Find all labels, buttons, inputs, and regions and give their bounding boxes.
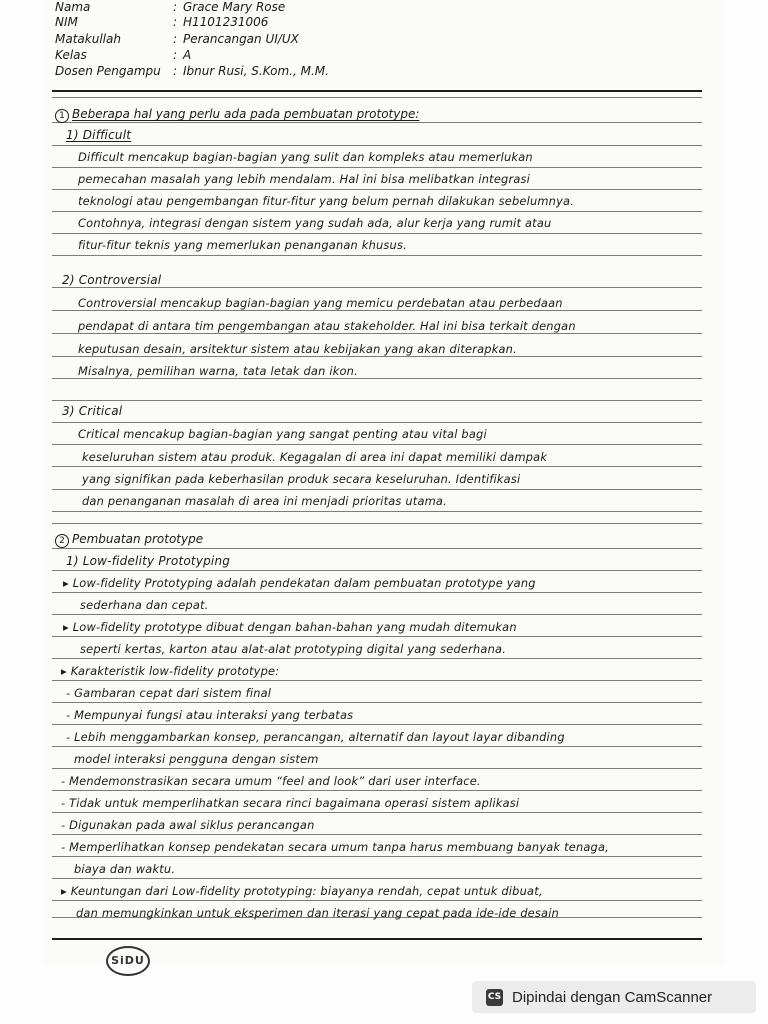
rule-line — [52, 378, 702, 379]
rule-line — [52, 592, 702, 593]
rule-line — [52, 900, 702, 901]
rule-line — [52, 812, 702, 813]
rule-line — [52, 287, 702, 288]
rule-line — [52, 255, 702, 256]
rule-line — [52, 444, 702, 445]
text-line: biaya dan waktu. — [74, 862, 176, 876]
subheading-low-fidelity: 1) Low-fidelity Prototyping — [66, 554, 231, 568]
text-line: keseluruhan sistem atau produk. Kegagalan di area ini dapat memiliki dampak — [82, 450, 548, 464]
text-line: - Digunakan pada awal siklus perancangan — [61, 818, 315, 832]
rule-line — [52, 768, 702, 769]
text-line: ▸ Karakteristik low-fidelity prototype: — [61, 664, 280, 678]
camscanner-text: Dipindai dengan CamScanner — [512, 988, 713, 1006]
rule-line — [52, 211, 702, 212]
sidu-logo-stamp: SiDU — [106, 946, 150, 976]
text-line: ▸ Keuntungan dari Low-fidelity prototyping: biayanya rendah, cepat untuk dibuat, — [61, 884, 543, 898]
text-line: model interaksi pengguna dengan sistem — [74, 752, 319, 766]
rule-line — [52, 90, 702, 92]
rule-line — [52, 511, 702, 512]
rule-line — [52, 97, 702, 98]
text-line: Misalnya, pemilihan warna, tata letak dan ikon. — [78, 364, 358, 378]
text-line: Critical mencakup bagian-bagian yang sangat penting atau vital bagi — [78, 427, 487, 441]
rule-line — [52, 702, 702, 703]
item-heading-critical: 3) Critical — [62, 404, 123, 418]
text-line: keputusan desain, arsitektur sistem atau kebijakan yang akan diterapkan. — [78, 342, 517, 356]
rule-line — [52, 489, 702, 490]
text-line: ▸ Low-fidelity Prototyping adalah pendekatan dalam pembuatan prototype yang — [63, 576, 536, 590]
rule-line — [52, 614, 702, 615]
rule-line — [52, 878, 702, 879]
text-line: - Lebih menggambarkan konsep, perancangan, alternatif dan layout layar dibanding — [66, 730, 565, 744]
text-line: Difficult mencakup bagian-bagian yang sulit dan kompleks atau memerlukan — [78, 150, 533, 164]
rule-line — [52, 189, 702, 190]
text-line: - Gambaran cepat dari sistem final — [66, 686, 272, 700]
text-line: seperti kertas, karton atau alat-alat prototyping digital yang sederhana. — [80, 642, 507, 656]
item-heading-controversial: 2) Controversial — [62, 273, 162, 287]
text-line: ▸ Low-fidelity prototype dibuat dengan bahan-bahan yang mudah ditemukan — [63, 620, 517, 634]
text-line: yang signifikan pada keberhasilan produk secara keseluruhan. Identifikasi — [82, 472, 521, 486]
rule-line — [52, 938, 702, 940]
text-line: Controversial mencakup bagian-bagian yang memicu perdebatan atau perbedaan — [78, 296, 563, 310]
text-line: - Memperlihatkan konsep pendekatan secara umum tanpa harus membuang banyak tenaga, — [61, 840, 609, 854]
header-row-dosen: Dosen Pengampu : Ibnur Rusi, S.Kom., M.M. — [55, 64, 329, 78]
text-line: pemecahan masalah yang lebih mendalam. Hal ini bisa melibatkan integrasi — [78, 172, 531, 186]
rule-line — [52, 233, 702, 234]
header-row-matakuliah: Matakullah : Perancangan UI/UX — [55, 32, 299, 46]
rule-line — [52, 834, 702, 835]
rule-line — [52, 746, 702, 747]
header-row-nim: NIM : H1101231006 — [55, 15, 269, 29]
text-line: sederhana dan cepat. — [80, 598, 209, 612]
rule-line — [52, 790, 702, 791]
text-line: pendapat di antara tim pengembangan atau stakeholder. Hal ini bisa terkait dengan — [78, 319, 576, 333]
rule-line — [52, 333, 702, 334]
text-line: fitur-fitur teknis yang memerlukan penanganan khusus. — [78, 238, 407, 252]
camscanner-watermark — [472, 981, 756, 1013]
section-1-title: 1 Beberapa hal yang perlu ada pada pembuatan prototype: — [55, 107, 419, 123]
rule-line — [52, 570, 702, 571]
rule-line — [52, 310, 702, 311]
text-line: - Tidak untuk memperlihatkan secara rinci bagaimana operasi sistem aplikasi — [61, 796, 520, 810]
rule-line — [52, 466, 702, 467]
rule-line — [52, 724, 702, 725]
rule-line — [52, 400, 702, 401]
rule-line — [52, 356, 702, 357]
header-row-nama: Nama : Grace Mary Rose — [55, 0, 286, 14]
rule-line — [52, 422, 702, 423]
rule-line — [52, 658, 702, 659]
rule-line — [52, 856, 702, 857]
text-line: - Mempunyai fungsi atau interaksi yang terbatas — [66, 708, 354, 722]
rule-line — [52, 636, 702, 637]
text-line: teknologi atau pengembangan fitur-fitur yang belum pernah dilakukan sebelumnya. — [78, 194, 575, 208]
item-heading-difficult: 1) Difficult — [66, 128, 132, 142]
camscanner-icon: CS — [486, 989, 503, 1006]
text-line: dan penanganan masalah di area ini menjadi prioritas utama. — [82, 494, 447, 508]
text-line: - Mendemonstrasikan secara umum “feel and look” dari user interface. — [61, 774, 481, 788]
rule-line — [52, 523, 702, 524]
text-line: dan memungkinkan untuk eksperimen dan iterasi yang cepat pada ide-ide desain — [76, 906, 559, 920]
header-row-kelas: Kelas : A — [55, 48, 192, 62]
text-line: Contohnya, integrasi dengan sistem yang sudah ada, alur kerja yang rumit atau — [78, 216, 552, 230]
rule-line — [52, 167, 702, 168]
rule-line — [52, 145, 702, 146]
section-2-title: 2 Pembuatan prototype — [55, 532, 203, 548]
rule-line — [52, 680, 702, 681]
rule-line — [52, 548, 702, 549]
